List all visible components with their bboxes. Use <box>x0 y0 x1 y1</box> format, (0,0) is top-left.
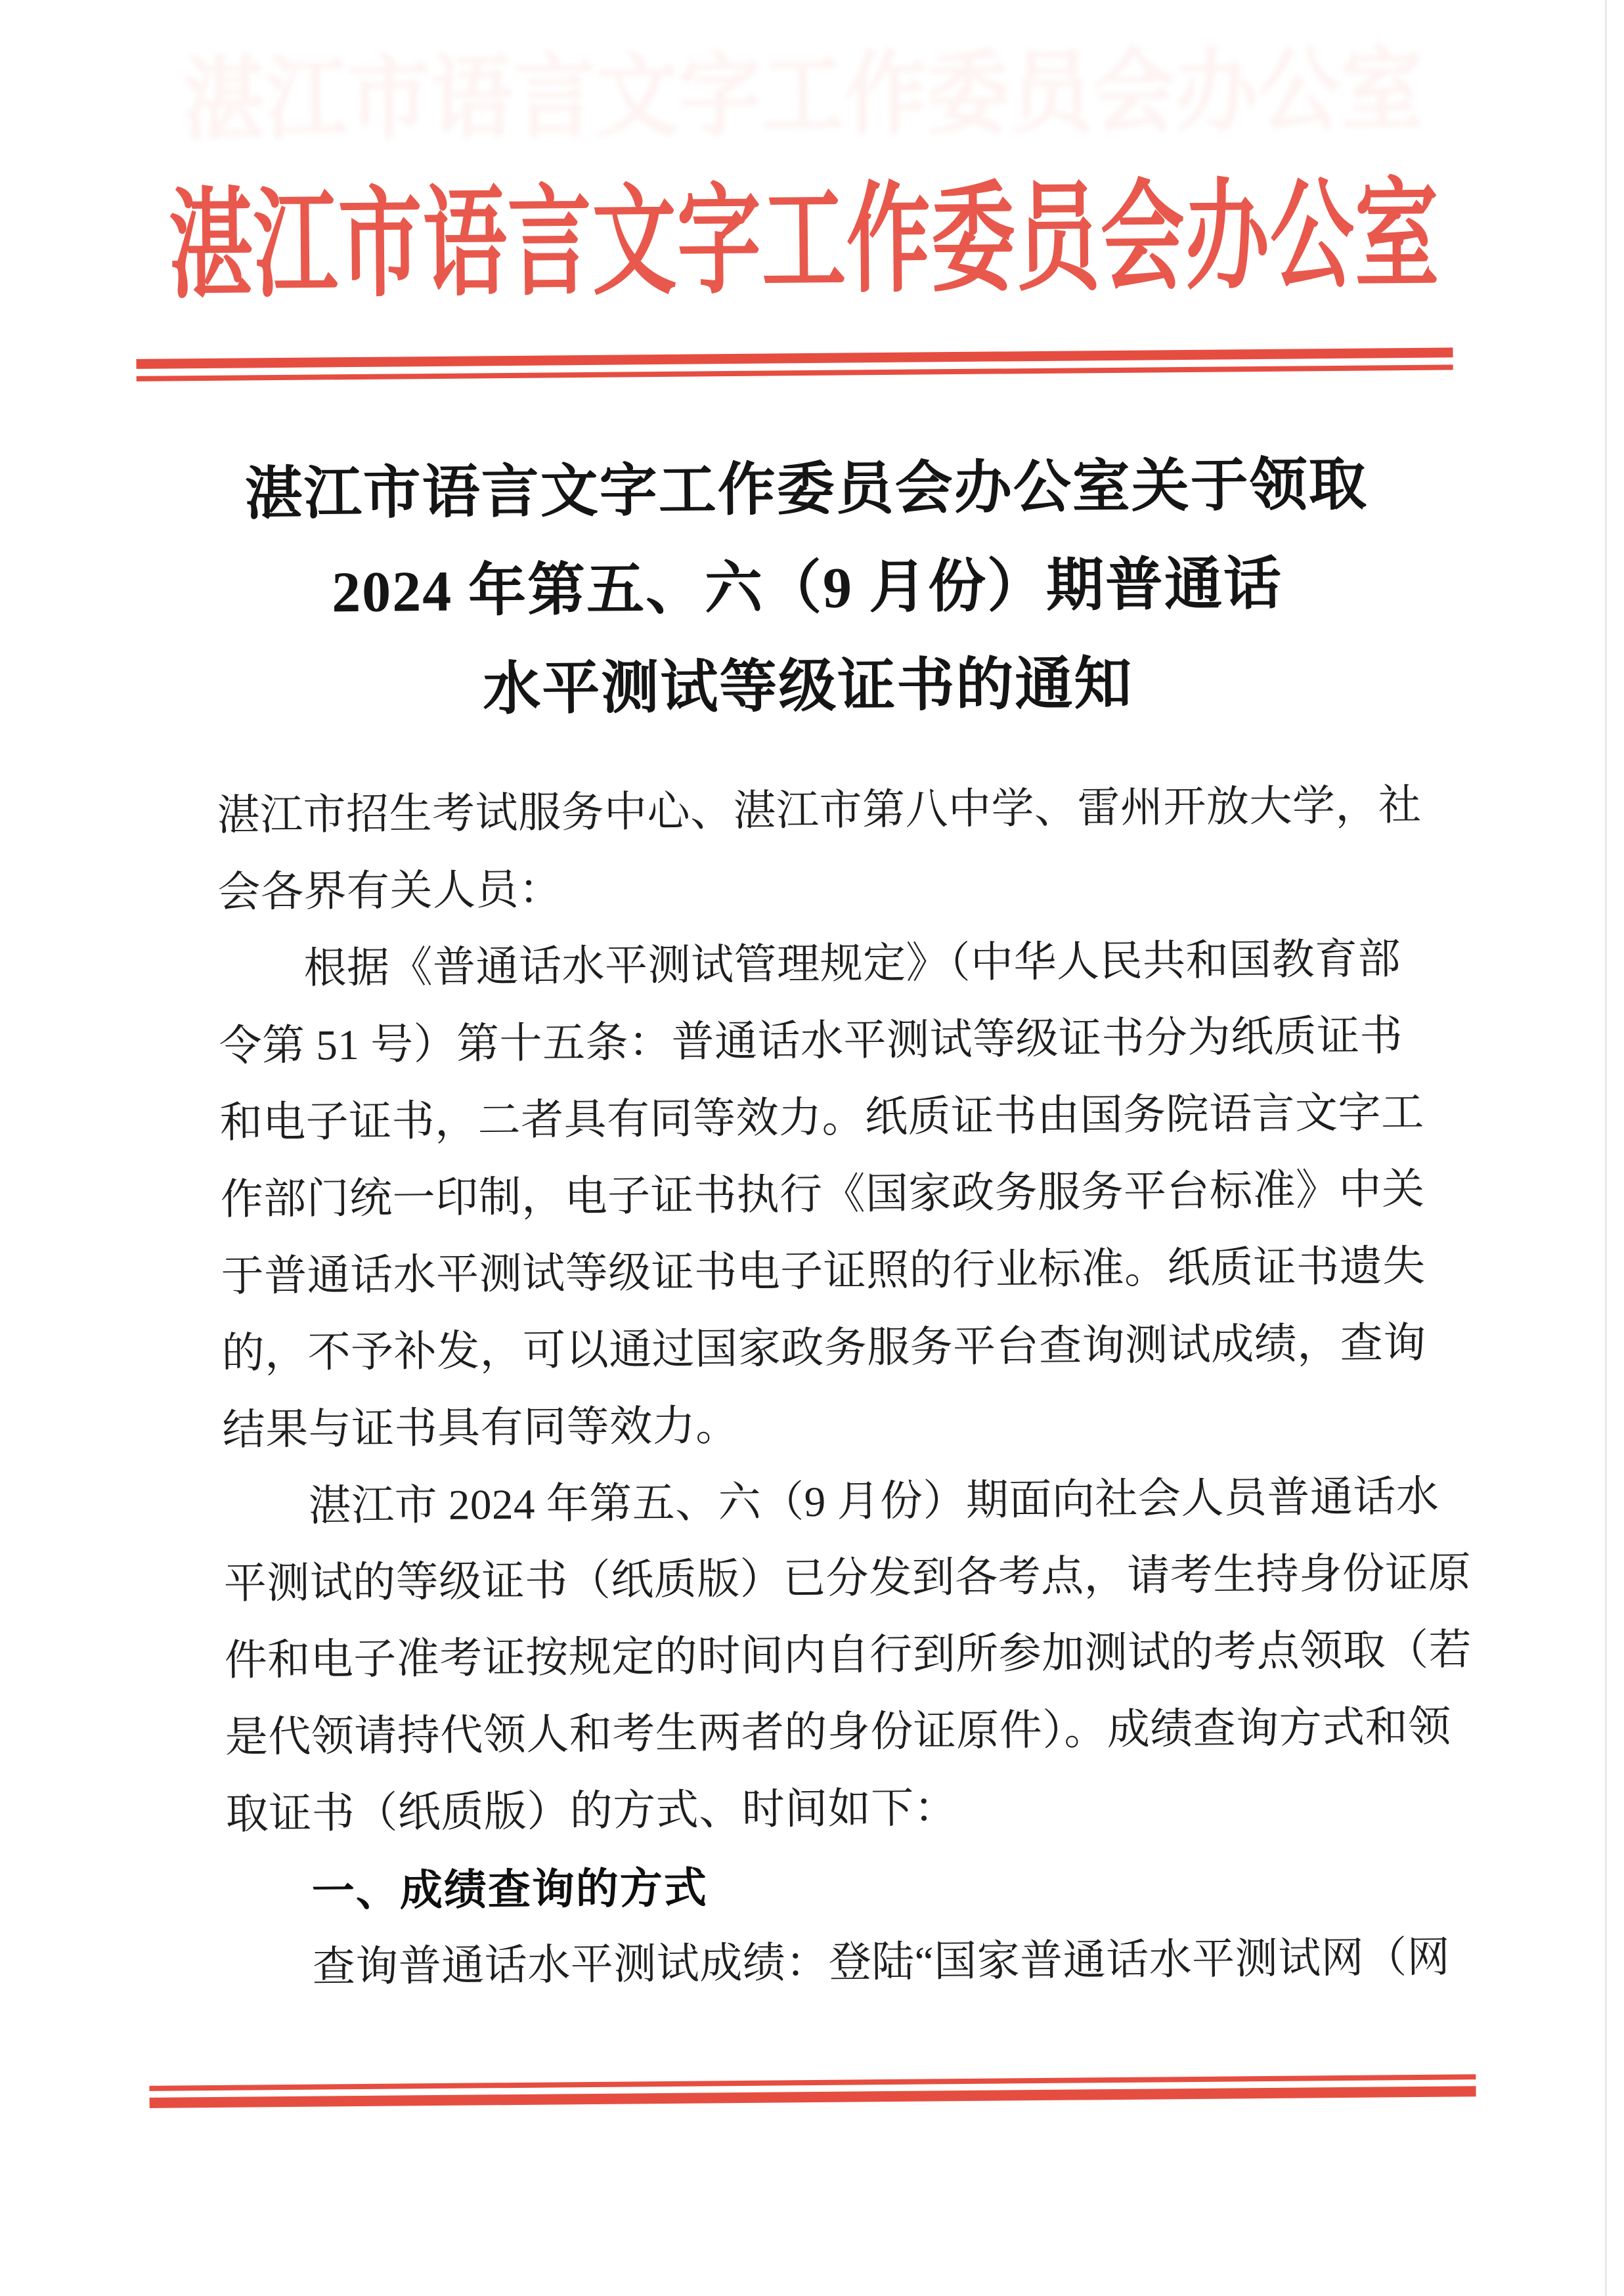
body-line: 是代领请持代领人和考生两者的身份证原件）。成绩查询方式和领 <box>225 1703 1452 1762</box>
body-line: 作部门统一印制，电子证书执行《国家政务服务平台标准》中关 <box>220 1165 1425 1224</box>
section-heading-1: 一、成绩查询的方式 <box>311 1863 709 1915</box>
notice-title-line-2: 2024 年第五、六（9 月份）期普通话 <box>331 552 1283 625</box>
body-line: 取证书（纸质版）的方式、时间如下： <box>225 1785 957 1838</box>
footer-rule-thick <box>150 2086 1476 2108</box>
salutation-line: 会各界有关人员： <box>217 866 562 917</box>
body-line: 和电子证书，二者具有同等效力。纸质证书由国务院语言文字工 <box>219 1089 1424 1147</box>
notice-title-line-1: 湛江市语言文字工作委员会办公室关于领取 <box>244 453 1369 527</box>
scan-edge-artifact <box>1605 0 1607 2296</box>
body-line: 查询普通话水平测试成绩：登陆“国家普通话水平测试网（网 <box>312 1934 1451 1991</box>
body-line: 根据《普通话水平测试管理规定》（中华人民共和国教育部 <box>303 936 1401 993</box>
salutation-line: 湛江市招生考试服务中心、湛江市第八中学、雷州开放大学，社 <box>217 781 1422 840</box>
body-line: 件和电子准考证按规定的时间内自行到所参加测试的考点领取（若 <box>224 1626 1472 1685</box>
notice-title-line-3: 水平测试等级证书的通知 <box>482 652 1133 722</box>
notice-title <box>0 434 1620 744</box>
scan-bleed-artifact: 湛江市语言文字工作委员会办公室 <box>181 41 1424 152</box>
body-line: 结果与证书具有同等效力。 <box>222 1402 739 1454</box>
body-line: 的，不予补发，可以通过国家政务服务平台查询测试成绩，查询 <box>221 1319 1426 1377</box>
letterhead-rule-thick <box>136 347 1453 368</box>
body-line: 湛江市 2024 年第五、六（9 月份）期面向社会人员普通话水 <box>308 1473 1439 1530</box>
letterhead-title: 湛江市语言文字工作委员会办公室 <box>168 169 1440 313</box>
body-line: 于普通话水平测试等级证书电子证照的行业标准。纸质证书遗失 <box>221 1242 1426 1301</box>
body-line: 平测试的等级证书（纸质版）已分发到各考点，请考生持身份证原 <box>223 1549 1472 1608</box>
notice-body <box>217 768 1472 2007</box>
body-line: 令第 51 号）第十五条：普通话水平测试等级证书分为纸质证书 <box>219 1012 1403 1070</box>
